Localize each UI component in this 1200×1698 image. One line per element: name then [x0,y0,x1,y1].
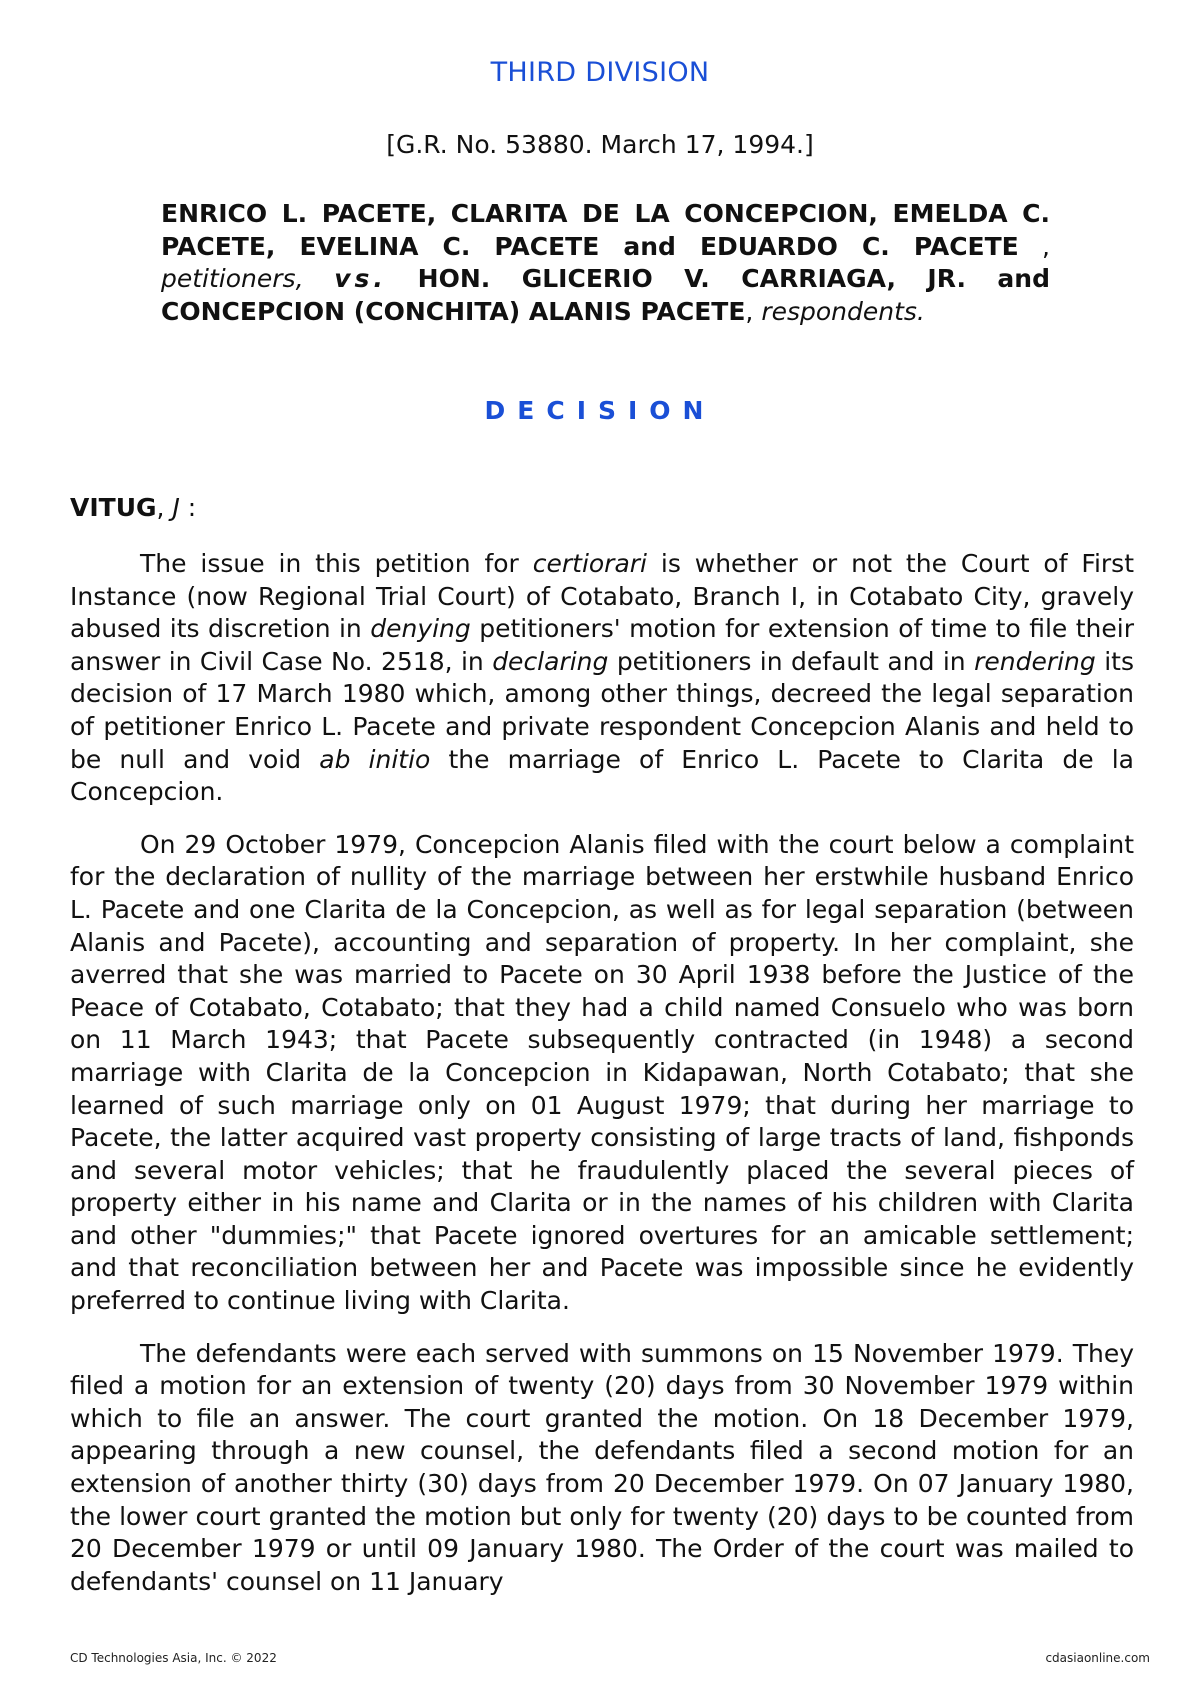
paragraph-1 [70,548,1134,809]
paragraph-2: On 29 October 1979, Concepcion Alanis filed with the court below a complaint for the declaration of nullity of the marriage between her erstwhile husband Enrico L. Pacete and one Clarita de la Concepcion, as well as for legal separation (between Alanis and Pacete), accounting and separation of property. In her complaint, she averred that she was married to Pacete on 30 April 1938 before the Justice of the Peace of Cotabato, Cotabato; that they had a child named Consuelo who was born on 11 March 1943; that Pacete subsequently contracted (in 1948) a second marriage with Clarita de la Concepcion in Kidapawan, North Cotabato; that she learned of such marriage only on 01 August 1979; that during her marriage to Pacete, the latter acquired vast property consisting of large tracts of land, fishponds and several motor vehicles; that he fraudulently placed the several pieces of property either in his name and Clarita or in the names of his children with Clarita and other "dummies;" that Pacete ignored overtures for an amicable settlement; and that reconciliation between her and Pacete was impossible since he evidently preferred to continue living with Clarita. [70,829,1134,1316]
footer-website: cdasiaonline.com [1045,1651,1150,1665]
division-heading: THIRD DIVISION [490,57,710,88]
petitioners-names: ENRICO L. PACETE, CLARITA DE LA CONCEPCION, EMELDA C. PACETE, EVELINA C. PACETE and EDUARDO C. PACETE [161,199,1050,261]
ponente-suffix: : [179,493,197,522]
italic-term: rendering [974,646,1096,676]
case-parties [161,198,1050,328]
text-run: petitioners' motion for extension of time to file their answer in Civil Case No. 2518, in [70,614,1134,676]
decision-body [70,548,1134,1618]
comma: , [745,296,762,326]
ponente: VITUG, J : [70,493,197,522]
italic-term: denying [370,614,471,644]
versus-label: vs. [334,264,387,293]
petitioners-label: petitioners, [161,264,304,293]
text-run: the marriage of Enrico L. Pacete to Clarita de la Concepcion. [70,744,1134,807]
ponente-title: J [172,493,180,522]
text-run: The issue in this petition for [140,549,533,578]
paragraph-3: The defendants were each served with summons on 15 November 1979. They filed a motion for an extension of twenty (20) days from 30 November 1979 within which to file an answer. The court granted the motion. On 18 December 1979, appearing through a new counsel, the defendants filed a second motion for an extension of another thirty (30) days from 20 December 1979. On 07 January 1980, the lower court granted the motion but only for twenty (20) days to be counted from 20 December 1979 or until 09 January 1980. The Order of the court was mailed to defendants' counsel on 11 January [70,1338,1134,1596]
case-number: [G.R. No. 53880. March 17, 1994.] [386,130,814,159]
italic-term: certiorari [532,549,648,578]
comma: , [1018,231,1050,261]
footer-copyright: CD Technologies Asia, Inc. © 2022 [70,1651,277,1665]
text-run: petitioners in default and in [608,646,975,676]
ponente-name: VITUG [70,493,157,522]
respondents-label: respondents. [761,296,925,326]
text-run: is whether or not the Court of First Instance (now Regional Trial Court) of Cotabato, Branch I, in Cotabato City, gravely abused its discretion in [70,549,1135,644]
respondents-names: HON. GLICERIO V. CARRIAGA, JR. and CONCEPCION (CONCHITA) ALANIS PACETE [161,264,1050,326]
italic-term: declaring [492,646,609,676]
decision-heading: DECISION [484,396,716,425]
italic-term: ab initio [319,744,431,774]
text-run: its decision of 17 March 1980 which, among other things, decreed the legal separation of petitioner Enrico L. Pacete and private respondent Concepcion Alanis and held to be null and void [70,646,1134,774]
